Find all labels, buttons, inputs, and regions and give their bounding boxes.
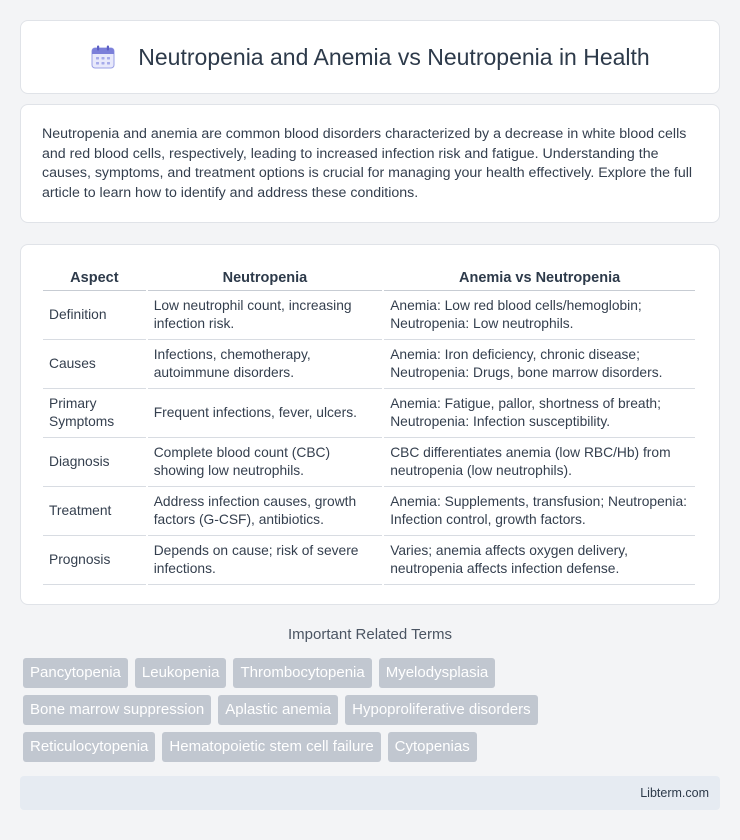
related-term-tag[interactable]: Cytopenias [388,732,477,762]
row-comparison: Anemia: Supplements, transfusion; Neutropenia: Infection control, growth factors. [384,487,695,536]
related-term-tag[interactable]: Leukopenia [135,658,227,688]
header-inner [90,44,649,71]
table-row [43,291,695,340]
table-row [43,438,695,487]
column-header-neutropenia: Neutropenia [148,265,382,291]
footer-site-link[interactable]: Libterm.com [640,786,709,800]
row-aspect: Definition [43,291,146,340]
row-aspect: Causes [43,340,146,389]
calendar-icon [90,44,116,70]
intro-card [20,104,720,223]
row-neutropenia: Frequent infections, fever, ulcers. [148,389,382,438]
related-term-tag[interactable]: Aplastic anemia [218,695,338,725]
row-comparison: Anemia: Fatigue, pallor, shortness of breath; Neutropenia: Infection susceptibility. [384,389,695,438]
comparison-table-card [20,244,720,605]
intro-text: Neutropenia and anemia are common blood disorders characterized by a decrease in white blood cells and red blood cells, respectively, leading to increased infection risk and fatigue. Understanding the causes, symptoms, and treatment options is crucial for managing your health effectively. Explore the full article to learn how to identify and address these conditions. [42,126,693,201]
row-comparison: Anemia: Low red blood cells/hemoglobin; Neutropenia: Low neutrophils. [384,291,695,340]
row-neutropenia: Address infection causes, growth factors (G-CSF), antibiotics. [148,487,382,536]
related-terms-title: Important Related Terms [288,626,452,643]
row-aspect: Prognosis [43,536,146,585]
comparison-table [41,265,697,585]
row-comparison: CBC differentiates anemia (low RBC/Hb) from neutropenia (low neutrophils). [384,438,695,487]
table-row [43,389,695,438]
table-row [43,487,695,536]
column-header-anemia-vs-neutropenia: Anemia vs Neutropenia [384,265,695,291]
row-neutropenia: Complete blood count (CBC) showing low neutrophils. [148,438,382,487]
related-term-tag[interactable]: Reticulocytopenia [23,732,155,762]
tag-row [23,658,723,688]
related-term-tag[interactable]: Thrombocytopenia [233,658,371,688]
row-aspect: Primary Symptoms [43,389,146,438]
related-terms-list [23,658,723,762]
page-title: Neutropenia and Anemia vs Neutropenia in Health [138,43,650,70]
row-aspect: Treatment [43,487,146,536]
row-comparison: Anemia: Iron deficiency, chronic disease; Neutropenia: Drugs, bone marrow disorders. [384,340,695,389]
related-term-tag[interactable]: Bone marrow suppression [23,695,211,725]
row-comparison: Varies; anemia affects oxygen delivery, neutropenia affects infection defense. [384,536,695,585]
tag-row [23,732,723,762]
related-term-tag[interactable]: Hematopoietic stem cell failure [162,732,380,762]
table-row [43,340,695,389]
column-header-aspect: Aspect [43,265,146,291]
row-neutropenia: Low neutrophil count, increasing infection risk. [148,291,382,340]
related-term-tag[interactable]: Hypoproliferative disorders [345,695,537,725]
row-neutropenia: Infections, chemotherapy, autoimmune disorders. [148,340,382,389]
header-card [20,20,720,94]
related-term-tag[interactable]: Pancytopenia [23,658,128,688]
footer [20,776,720,810]
table-row [43,536,695,585]
tag-row [23,695,723,725]
row-neutropenia: Depends on cause; risk of severe infections. [148,536,382,585]
table-header-row [43,265,695,291]
related-term-tag[interactable]: Myelodysplasia [379,658,496,688]
row-aspect: Diagnosis [43,438,146,487]
